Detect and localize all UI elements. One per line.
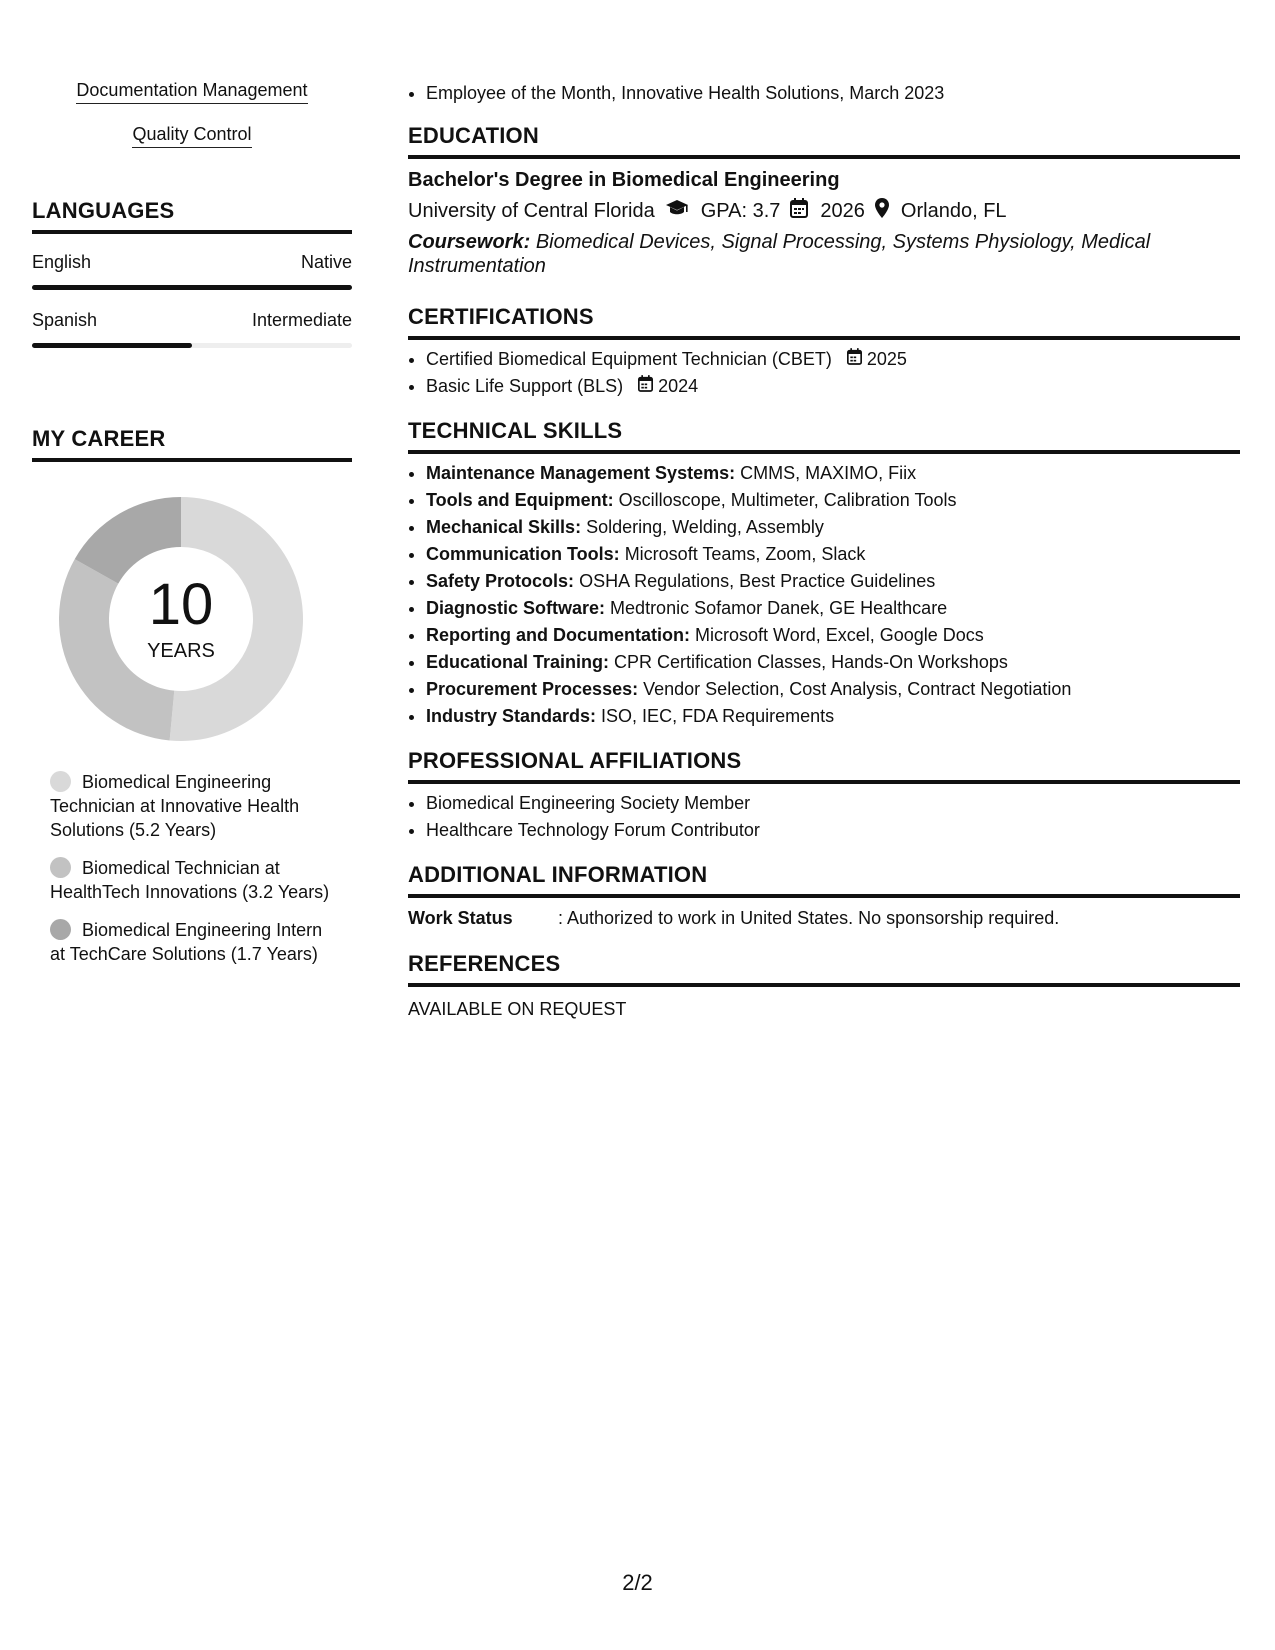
certification-item: • Basic Life Support (BLS) 2024 — [426, 373, 1240, 400]
gpa: GPA: 3.7 — [700, 199, 781, 222]
certifications-list — [408, 346, 1240, 400]
affiliation-item: • Biomedical Engineering Society Member — [426, 790, 1240, 817]
graduation-year: 2026 — [820, 199, 865, 222]
skill-item: • Diagnostic Software: Medtronic Sofamor Danek, GE Healthcare — [426, 595, 1240, 622]
skill-item: • Educational Training: CPR Certification Classes, Hands-On Workshops — [426, 649, 1240, 676]
languages-section — [32, 198, 352, 348]
skill-item: • Communication Tools: Microsoft Teams, Zoom, Slack — [426, 541, 1240, 568]
legend-dot — [50, 857, 71, 878]
skill-item: • Mechanical Skills: Soldering, Welding, Assembly — [426, 514, 1240, 541]
language-name: English — [32, 252, 92, 272]
affiliation-item: • Healthcare Technology Forum Contributor — [426, 817, 1240, 844]
language-proficiency-fill — [32, 285, 352, 290]
page-number: 2/2 — [622, 1570, 653, 1595]
affiliations-section — [408, 748, 1240, 844]
graduation-cap-icon — [665, 199, 689, 223]
skill-item: • Safety Protocols: OSHA Regulations, Best Practice Guidelines — [426, 568, 1240, 595]
career-total: 10 — [148, 571, 214, 637]
certifications-section — [408, 304, 1240, 400]
skill-tag: Quality Control — [32, 124, 352, 148]
education-location: Orlando, FL — [900, 199, 1007, 222]
calendar-icon — [847, 349, 862, 369]
additional-section — [408, 862, 1240, 929]
career-unit: YEARS — [147, 639, 215, 662]
technical-skills-section — [408, 418, 1240, 730]
language-item — [32, 252, 352, 290]
legend-dot — [50, 919, 71, 940]
language-proficiency-bar — [32, 343, 352, 348]
calendar-icon — [790, 198, 808, 224]
career-heading: MY CAREER — [32, 426, 352, 462]
coursework — [408, 230, 1240, 278]
award-item: • Employee of the Month, Innovative Health Solutions, March 2023 — [426, 80, 1240, 107]
affiliations-heading: PROFESSIONAL AFFILIATIONS — [408, 748, 1240, 784]
technical-skills-list — [408, 460, 1240, 730]
language-proficiency-bar — [32, 285, 352, 290]
references-text: AVAILABLE ON REQUEST — [408, 999, 627, 1019]
references-heading: REFERENCES — [408, 951, 1240, 987]
career-legend — [32, 770, 352, 966]
work-status-label: Work Status — [408, 908, 513, 928]
technical-skills-heading: TECHNICAL SKILLS — [408, 418, 1240, 454]
career-section — [32, 426, 352, 966]
language-proficiency-fill — [32, 343, 192, 348]
language-level: Native — [300, 252, 352, 272]
skill-item: • Reporting and Documentation: Microsoft Word, Excel, Google Docs — [426, 622, 1240, 649]
school-name: University of Central Florida — [408, 199, 655, 222]
career-legend-item: Biomedical Technician at HealthTech Innovations (3.2 Years) — [50, 858, 330, 902]
left-column — [32, 80, 352, 980]
legend-dot — [50, 771, 71, 792]
language-level: Intermediate — [251, 310, 352, 330]
career-legend-item: Biomedical Engineering Intern at TechCare Solutions (1.7 Years) — [50, 920, 323, 964]
skill-item: • Procurement Processes: Vendor Selection, Cost Analysis, Contract Negotiation — [426, 676, 1240, 703]
degree-title: Bachelor's Degree in Biomedical Engineering — [408, 169, 840, 191]
career-donut-chart — [56, 494, 306, 744]
work-status-value: : Authorized to work in United States. No sponsorship required. — [558, 908, 1060, 928]
skill-item: • Maintenance Management Systems: CMMS, MAXIMO, Fiix — [426, 460, 1240, 487]
work-status-row — [408, 908, 1240, 929]
language-item — [32, 310, 352, 348]
language-name: Spanish — [32, 310, 98, 330]
calendar-icon — [638, 376, 653, 396]
skill-item: • Industry Standards: ISO, IEC, FDA Requirements — [426, 703, 1240, 730]
coursework-value: Biomedical Devices, Signal Processing, Systems Physiology, Medical Instrumentation — [408, 231, 1151, 277]
right-column — [408, 80, 1240, 1020]
education-heading: EDUCATION — [408, 123, 1240, 159]
certification-item: • Certified Biomedical Equipment Technician (CBET) 2025 — [426, 346, 1240, 373]
certifications-heading: CERTIFICATIONS — [408, 304, 1240, 340]
references-section — [408, 951, 1240, 1020]
awards-list — [408, 80, 1240, 107]
skill-tag: Documentation Management — [32, 80, 352, 104]
languages-heading: LANGUAGES — [32, 198, 352, 234]
education-details — [408, 198, 1240, 224]
education-section — [408, 123, 1240, 278]
career-legend-item: Biomedical Engineering Technician at Innovative Health Solutions (5.2 Years) — [50, 772, 300, 840]
additional-heading: ADDITIONAL INFORMATION — [408, 862, 1240, 898]
affiliations-list — [408, 790, 1240, 844]
skill-item: • Tools and Equipment: Oscilloscope, Multimeter, Calibration Tools — [426, 487, 1240, 514]
map-pin-icon — [875, 198, 889, 224]
coursework-label: Coursework: — [408, 231, 531, 253]
